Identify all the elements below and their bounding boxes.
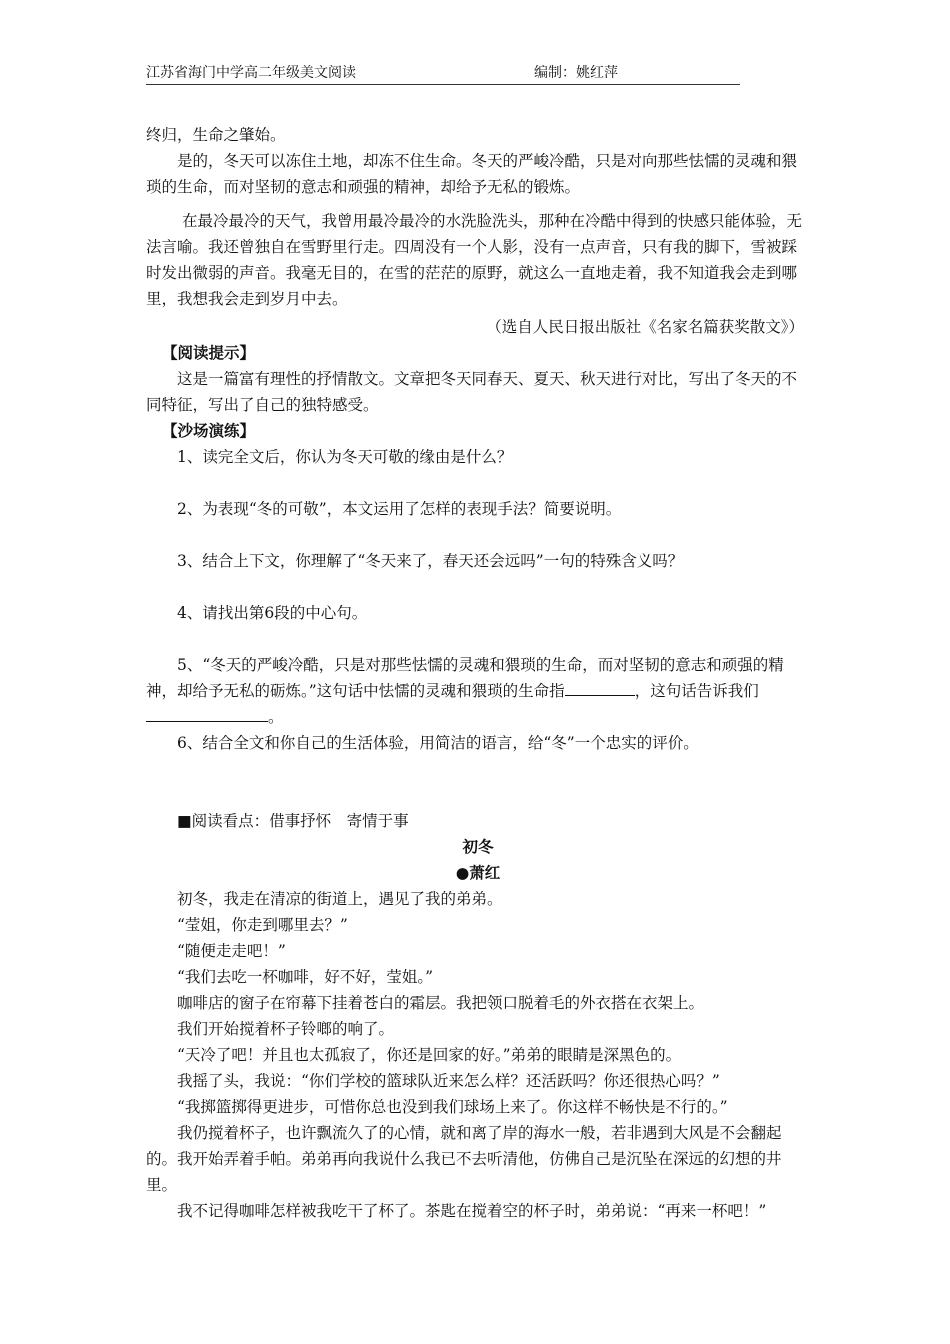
header-school-title: 江苏省海门中学高二年级美文阅读	[146, 65, 356, 81]
question-1: 1、读完全文后，你认为冬天可敬的缘由是什么？	[177, 448, 513, 466]
article-line: 我摇了头，我说：“你们学校的篮球队近来怎么样？还活跃吗？你还很热心吗？”	[177, 1072, 720, 1090]
question-4: 4、请找出第6段的中心句。	[177, 604, 368, 622]
practice-heading: 【沙场演练】	[162, 421, 256, 440]
article-line: 初冬，我走在清凉的街道上，遇见了我的弟弟。	[177, 890, 503, 908]
page-header	[146, 64, 740, 85]
hint-heading: 【阅读提示】	[162, 343, 256, 362]
header-editor: 编制：姚红萍	[534, 65, 618, 81]
article-line: “天冷了吧！并且也太孤寂了，你还是回家的好。”弟弟的眼睛是深黑色的。	[177, 1046, 682, 1064]
passage-paragraph-1: 终归，生命之肇始。	[146, 126, 286, 144]
question-5-text-2: ，这句话告诉我们	[634, 682, 759, 700]
article-paragraph: 我仍搅着杯子，也许飘流久了的心情，就和离了岸的海水一般，若非遇到大风是不会翻起的。我开始弄着手帕。弟弟再向我说什么我已不去听清他，仿佛自己是沉坠在深远的幻想的井里。	[146, 1124, 782, 1194]
passage-paragraph-3: 在最冷最冷的天气，我曾用最冷最冷的水洗脸洗头，那种在冷酷中得到的快感只能体验，无法言喻。我还曾独自在雪野里行走。四周没有一个人影，没有一点声音，只有我的脚下，雪被踩时发出微弱的声音。我毫无目的，在雪的茫茫的原野，就这么一直地走着，我不知道我会走到哪里，我想我会走到岁月中去。	[146, 212, 803, 308]
article-line: 咖啡店的窗子在帘幕下挂着苍白的霜层。我把领口脱着毛的外衣搭在衣架上。	[177, 994, 705, 1012]
question-5-text: 5、“冬天的严峻冷酷，只是对那些怯懦的灵魂和猥琐的生命，而对坚韧的意志和顽强的精神，却给予无私的砺炼。”这句话中怯懦的灵魂和猥琐的生命指	[146, 656, 784, 700]
passage-source: （选自人民日报出版社《名家名篇获奖散文》）	[486, 318, 804, 336]
question-6: 6、结合全文和你自己的生活体验，用简洁的语言，给“冬”一个忠实的评价。	[177, 734, 699, 752]
article-line: “随便走走吧！”	[177, 942, 286, 960]
article-line: “我们去吃一杯咖啡，好不好，莹姐。”	[177, 968, 434, 986]
question-5	[146, 652, 810, 730]
article-author: ●萧红	[455, 863, 501, 882]
reading-focus: ■阅读看点：借事抒怀 寄情于事	[177, 812, 409, 830]
article-line: 我们开始搅着杯子铃啷的响了。	[177, 1020, 395, 1038]
document-body	[146, 122, 810, 1224]
answer-blank-1[interactable]	[565, 678, 635, 696]
article-line: “莹姐，你走到哪里去？”	[177, 916, 348, 934]
answer-blank-2[interactable]	[146, 704, 268, 722]
question-2: 2、为表现“冬的可敬”，本文运用了怎样的表现手法？简要说明。	[177, 500, 622, 518]
article-title: 初冬	[462, 837, 494, 856]
article-line: “我掷篮掷得更进步，可惜你总也没到我们球场上来了。你这样不畅快是不行的。”	[177, 1098, 728, 1116]
question-3: 3、结合上下文，你理解了“冬天来了，春天还会远吗”一句的特殊含义吗？	[177, 552, 684, 570]
question-5-end: 。	[268, 708, 284, 726]
hint-text: 这是一篇富有理性的抒情散文。文章把冬天同春天、夏天、秋天进行对比，写出了冬天的不同特征，写出了自己的独特感受。	[146, 370, 798, 414]
passage-paragraph-2: 是的，冬天可以冻住土地，却冻不住生命。冬天的严峻冷酷，只是对向那些怯懦的灵魂和猥琐的生命，而对坚韧的意志和顽强的精神，却给予无私的锻炼。	[146, 152, 798, 196]
article-paragraph: 我不记得咖啡怎样被我吃干了杯了。茶匙在搅着空的杯子时，弟弟说：“再来一杯吧！”	[177, 1202, 767, 1220]
